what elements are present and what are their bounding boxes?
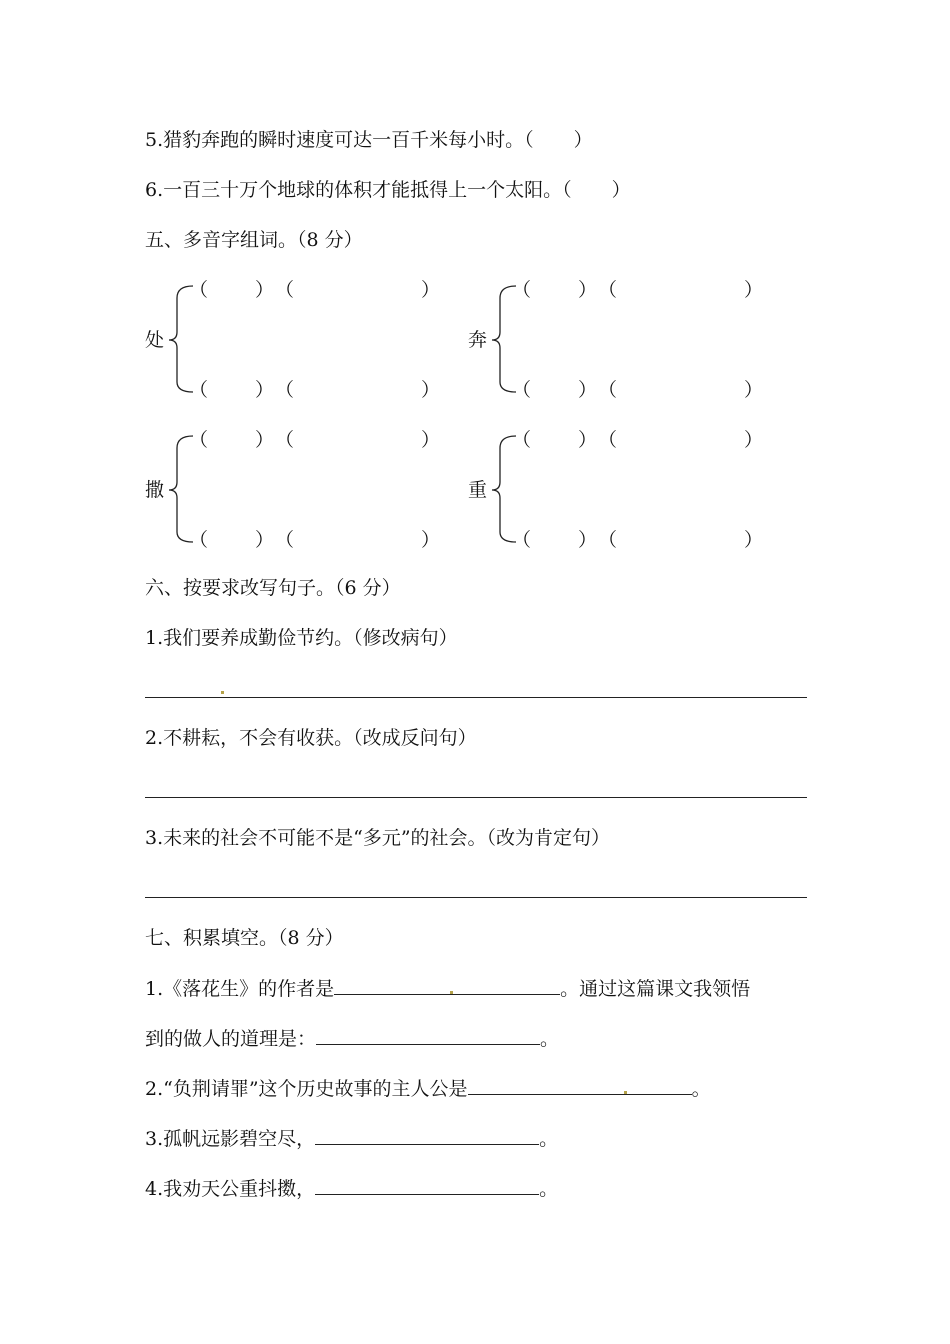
paren-close: ） bbox=[255, 379, 275, 401]
polyphone-answer-slot[interactable] bbox=[207, 528, 253, 552]
fill-item-3-text: 3.孤帆远影碧空尽， bbox=[145, 1128, 316, 1150]
polyphone-answer-slot[interactable] bbox=[293, 428, 417, 452]
fill-blank-protagonist[interactable] bbox=[468, 1076, 692, 1095]
paren-close: ） bbox=[744, 379, 764, 401]
fill-item-2-text: 2.“负荆请罪”这个历史故事的主人公是 bbox=[145, 1078, 468, 1100]
polyphone-answer-slot[interactable] bbox=[616, 278, 740, 302]
section6-title: 六、按要求改写句子。（6 分） bbox=[145, 577, 401, 599]
section5-title: 五、多音字组词。（8 分） bbox=[145, 229, 363, 251]
speck bbox=[450, 991, 453, 994]
paren-open: （ bbox=[598, 279, 618, 301]
polyphone-answer-slot[interactable] bbox=[293, 378, 417, 402]
fill-item-1-text: 1.《落花生》的作者是 bbox=[145, 978, 335, 1000]
paren-open: （ bbox=[512, 379, 532, 401]
fill-blank-poem-1[interactable] bbox=[315, 1126, 539, 1145]
fill-item-1-text3: 到的做人的道理是： bbox=[145, 1028, 317, 1050]
paren-open: （ bbox=[598, 379, 618, 401]
paren-close: ） bbox=[578, 279, 598, 301]
fill-item-4 bbox=[145, 1176, 558, 1201]
paren-close: ） bbox=[578, 429, 598, 451]
fill-item-3 bbox=[145, 1126, 558, 1151]
polyphone-answer-slot[interactable] bbox=[616, 428, 740, 452]
polyphone-char: 撒 bbox=[145, 479, 165, 501]
fill-blank-author[interactable] bbox=[334, 976, 560, 995]
paren-close: ） bbox=[421, 279, 441, 301]
paren-close: ） bbox=[421, 529, 441, 551]
polyphone-answer-slot[interactable] bbox=[293, 278, 417, 302]
paren-open: （ bbox=[189, 279, 209, 301]
paren-open: （ bbox=[189, 529, 209, 551]
question-5-body: 猎豹奔跑的瞬时速度可达一百千米每小时。（ bbox=[163, 129, 534, 151]
fill-item-2-end: 。 bbox=[691, 1078, 711, 1100]
answer-line-2[interactable] bbox=[145, 797, 807, 798]
polyphone-answer-slot[interactable] bbox=[616, 528, 740, 552]
fill-blank-poem-2[interactable] bbox=[315, 1176, 539, 1195]
paren-open: （ bbox=[598, 429, 618, 451]
fill-item-2 bbox=[145, 1076, 711, 1101]
polyphone-answer-slot[interactable] bbox=[293, 528, 417, 552]
paren-open: （ bbox=[275, 279, 295, 301]
paren-open: （ bbox=[512, 429, 532, 451]
fill-item-1-end: 。 bbox=[540, 1028, 560, 1050]
polyphone-char: 奔 bbox=[468, 329, 488, 351]
answer-line-1[interactable] bbox=[145, 697, 807, 698]
answer-line-3[interactable] bbox=[145, 897, 807, 898]
polyphone-answer-slot[interactable] bbox=[207, 278, 253, 302]
paren-close: ） bbox=[255, 279, 275, 301]
polyphone-answer-slot[interactable] bbox=[530, 278, 576, 302]
paren-close: ） bbox=[421, 379, 441, 401]
paren-open: （ bbox=[512, 279, 532, 301]
paren-open: （ bbox=[598, 529, 618, 551]
paren-close: ） bbox=[421, 429, 441, 451]
fill-item-1a bbox=[145, 976, 750, 1001]
paren-close: ） bbox=[744, 279, 764, 301]
paren-close: ） bbox=[578, 379, 598, 401]
paren-close: ） bbox=[744, 529, 764, 551]
fill-item-3-end: 。 bbox=[539, 1128, 559, 1150]
paren-open: （ bbox=[512, 529, 532, 551]
polyphone-char: 处 bbox=[145, 329, 165, 351]
polyphone-answer-slot[interactable] bbox=[530, 428, 576, 452]
speck bbox=[624, 1091, 627, 1094]
fill-item-4-end: 。 bbox=[539, 1178, 559, 1200]
question-6-close: ） bbox=[611, 179, 631, 201]
question-6-num: 6. bbox=[145, 179, 164, 201]
paren-close: ） bbox=[255, 529, 275, 551]
fill-item-1b bbox=[145, 1026, 559, 1051]
paren-close: ） bbox=[255, 429, 275, 451]
paren-close: ） bbox=[744, 429, 764, 451]
section7-title: 七、积累填空。（8 分） bbox=[145, 927, 344, 949]
fill-blank-lesson[interactable] bbox=[316, 1026, 540, 1045]
question-6 bbox=[145, 178, 631, 202]
paren-open: （ bbox=[275, 379, 295, 401]
polyphone-answer-slot[interactable] bbox=[207, 378, 253, 402]
paren-close: ） bbox=[578, 529, 598, 551]
paren-open: （ bbox=[275, 529, 295, 551]
polyphone-answer-slot[interactable] bbox=[530, 378, 576, 402]
fill-item-4-text: 4.我劝天公重抖擞， bbox=[145, 1178, 316, 1200]
question-5-text: 5. bbox=[145, 129, 164, 151]
polyphone-char: 重 bbox=[468, 479, 488, 501]
speck bbox=[221, 691, 224, 694]
rewrite-item-2: 2.不耕耘，不会有收获。（改成反问句） bbox=[145, 727, 477, 749]
rewrite-item-3: 3.未来的社会不可能不是“多元”的社会。（改为肯定句） bbox=[145, 827, 611, 849]
question-5-close: ） bbox=[573, 129, 593, 151]
paren-open: （ bbox=[189, 429, 209, 451]
polyphone-answer-slot[interactable] bbox=[616, 378, 740, 402]
question-5 bbox=[145, 128, 593, 152]
paren-open: （ bbox=[275, 429, 295, 451]
fill-item-1-text2: 。通过这篇课文我领悟 bbox=[560, 978, 751, 1000]
rewrite-item-1: 1.我们要养成勤俭节约。（修改病句） bbox=[145, 627, 458, 649]
polyphone-answer-slot[interactable] bbox=[530, 528, 576, 552]
polyphone-answer-slot[interactable] bbox=[207, 428, 253, 452]
paren-open: （ bbox=[189, 379, 209, 401]
question-6-body: 一百三十万个地球的体积才能抵得上一个太阳。（ bbox=[163, 179, 572, 201]
